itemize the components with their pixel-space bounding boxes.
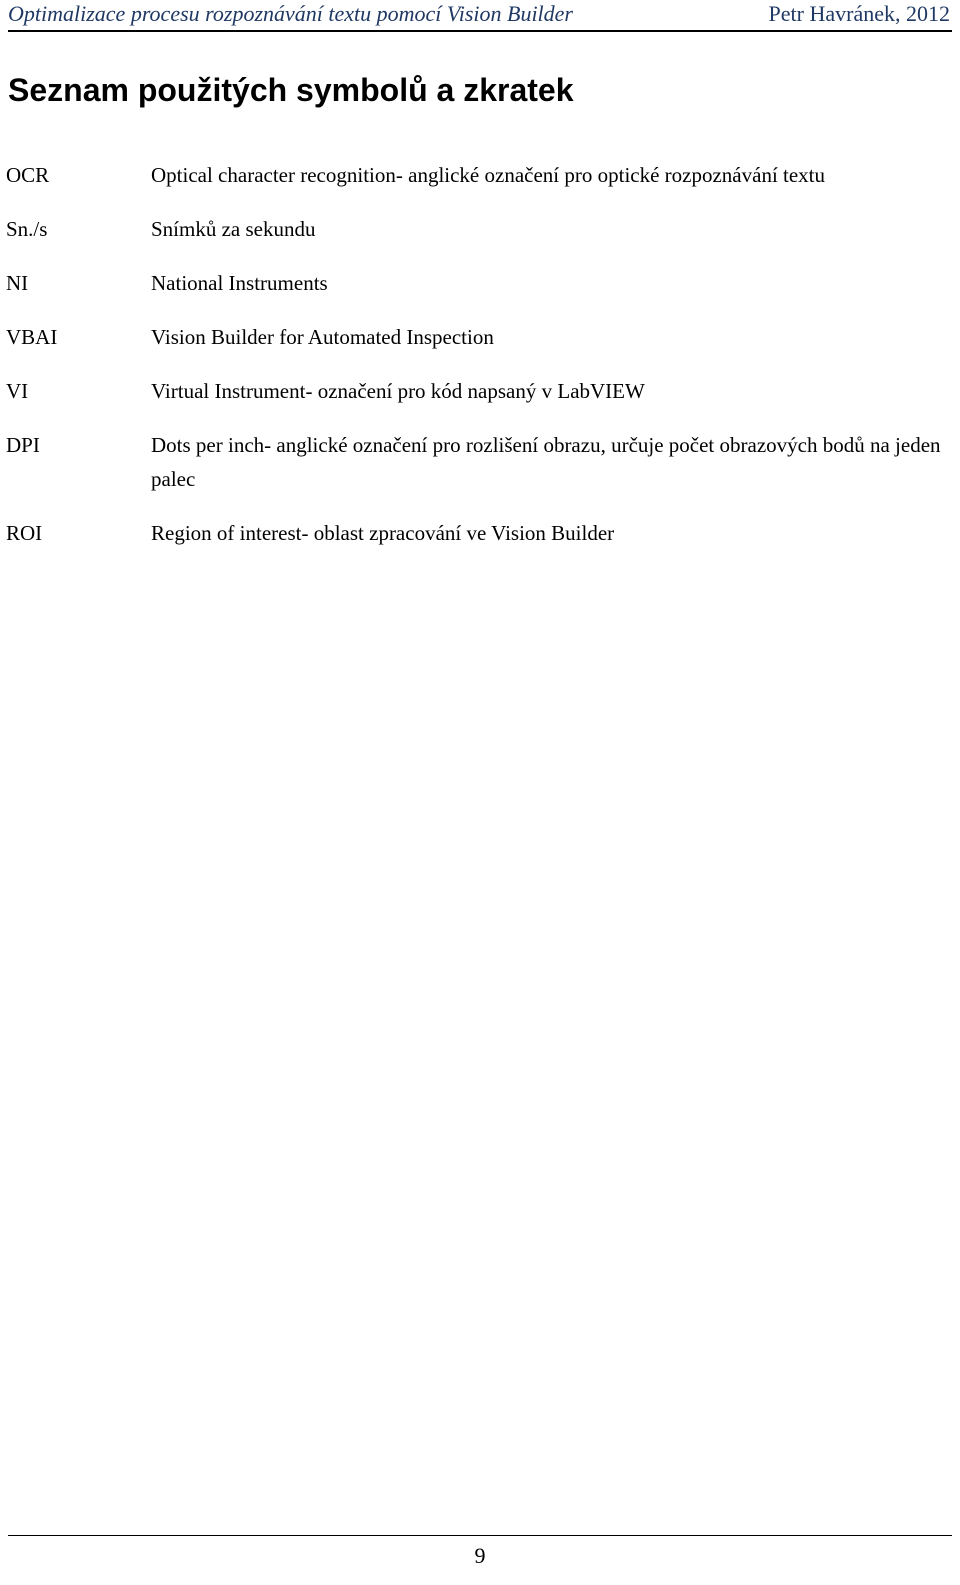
page-number: 9 <box>474 1543 486 1568</box>
author-year: Petr Havránek, 2012 <box>768 1 950 26</box>
page-footer <box>8 1530 952 1585</box>
abbreviation-term: OCR <box>6 163 50 187</box>
abbreviation-definition: Dots per inch- anglické označení pro rozlišení obrazu, určuje počet obrazových bodů na jeden palec <box>151 433 941 491</box>
abbreviation-row <box>6 158 951 192</box>
abbreviation-term: NI <box>6 271 29 295</box>
abbreviation-term: DPI <box>6 433 40 457</box>
abbreviation-term: ROI <box>6 521 43 545</box>
abbreviation-definition: Vision Builder for Automated Inspection <box>151 325 494 349</box>
abbreviation-definition: National Instruments <box>151 271 328 295</box>
abbreviation-definition: Optical character recognition- anglické označení pro optické rozpoznávání textu <box>151 163 826 187</box>
abbreviation-term: Sn./s <box>6 217 48 241</box>
abbreviation-row <box>6 320 951 354</box>
abbreviation-definition: Virtual Instrument- označení pro kód napsaný v LabVIEW <box>151 379 645 403</box>
document-title: Optimalizace procesu rozpoznávání textu pomocí Vision Builder <box>8 1 573 26</box>
abbreviation-term: VI <box>6 379 29 403</box>
abbreviation-row <box>6 516 951 550</box>
abbreviation-row <box>6 374 951 408</box>
abbreviation-row <box>6 266 951 300</box>
abbreviation-definition: Snímků za sekundu <box>151 217 316 241</box>
footer-divider <box>8 1535 952 1536</box>
section-heading: Seznam použitých symbolů a zkratek <box>8 72 574 108</box>
abbreviation-term: VBAI <box>6 325 58 349</box>
abbreviation-definition: Region of interest- oblast zpracování ve Vision Builder <box>151 521 615 545</box>
abbreviation-list <box>6 158 951 570</box>
running-header <box>8 0 952 32</box>
abbreviation-row <box>6 428 951 496</box>
abbreviation-row <box>6 212 951 246</box>
